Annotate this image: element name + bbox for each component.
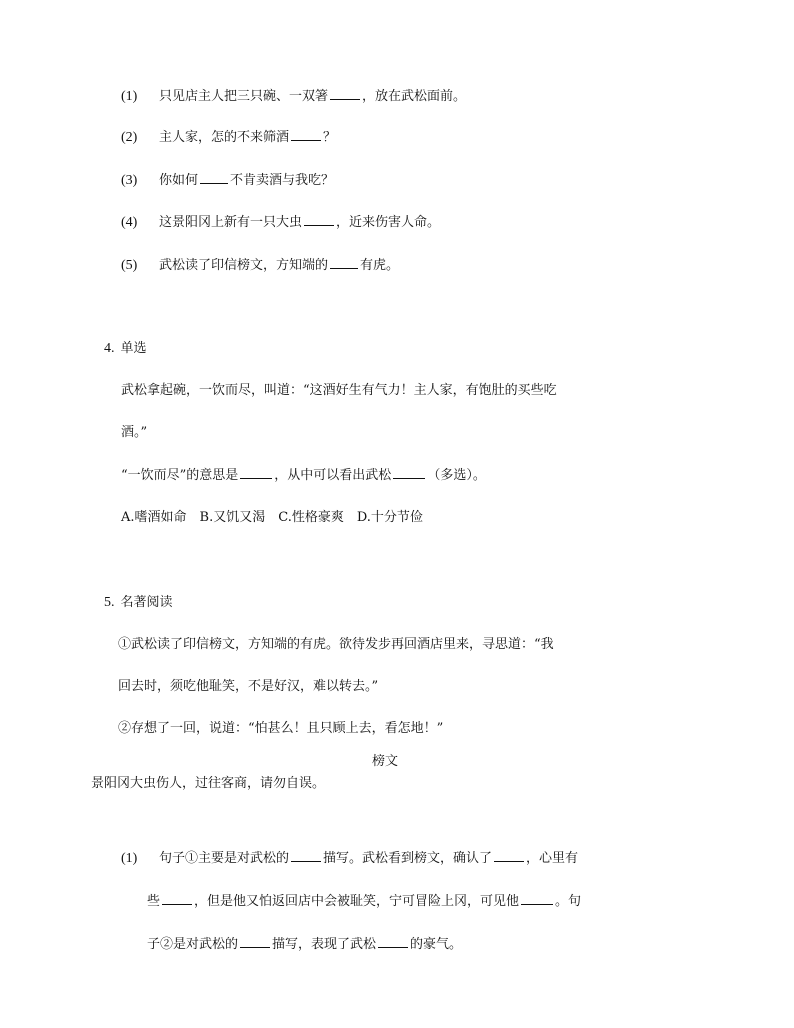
question-title: 单选 — [120, 341, 147, 356]
answer-blank[interactable] — [162, 903, 192, 905]
answer-blank[interactable] — [330, 98, 360, 100]
q5-sub1-line-2: 些 ，但是他又怕返回店中会被耻笑，宁可冒险上冈，可见他 。句 — [147, 894, 582, 909]
question-number: 5. — [104, 595, 115, 610]
question-5-heading — [104, 594, 173, 612]
answer-blank[interactable] — [291, 860, 321, 862]
answer-blank[interactable] — [304, 224, 334, 226]
notice-title: 榜文 — [372, 754, 399, 769]
q5-passage-2: ②存想了一回，说道：“怕甚么！且只顾上去，看怎地！” — [118, 721, 444, 736]
answer-blank[interactable] — [240, 946, 270, 948]
item-number: (3) — [121, 173, 138, 188]
item-number: (5) — [121, 258, 138, 273]
item-number: (1) — [121, 89, 138, 104]
notice-text: 景阳冈大虫伤人，过往客商，请勿自误。 — [91, 776, 326, 791]
q5-passage-1-line-1: ①武松读了印信榜文，方知端的有虎。欲待发步再回酒店里来，寻思道：“我 — [118, 637, 554, 652]
answer-blank[interactable] — [240, 477, 272, 479]
item-number: (4) — [121, 215, 138, 230]
question-title: 名著阅读 — [120, 595, 173, 610]
q4-passage-line-1: 武松拿起碗，一饮而尽，叫道：“这酒好生有气力！主人家，有饱肚的买些吃 — [121, 383, 557, 398]
q5-sub1-line-3: 子②是对武松的 描写，表现了武松 的豪气。 — [147, 937, 463, 952]
answer-blank[interactable] — [330, 267, 358, 269]
item-number: (1) — [121, 851, 138, 866]
q4-prompt: “一饮而尽”的意思是 ，从中可以看出武松 （多选）。 — [121, 468, 486, 483]
question-number: 4. — [104, 341, 115, 356]
fill-item-1: (1) 只见店主人把三只碗、一双箸 ，放在武松面前。 — [121, 89, 467, 104]
fill-item-4: (4) 这景阳冈上新有一只大虫 ，近来伤害人命。 — [121, 215, 441, 230]
answer-blank[interactable] — [200, 182, 228, 184]
question-4-heading — [104, 340, 147, 358]
fill-item-2: (2) 主人家，怎的不来筛酒 ？ — [121, 130, 337, 145]
q5-sub1-line-1: (1) 句子①主要是对武松的 描写。武松看到榜文，确认了 ，心里有 — [121, 851, 579, 866]
answer-blank[interactable] — [494, 860, 524, 862]
q4-passage-line-2: 酒。” — [121, 425, 148, 440]
fill-item-3: (3) 你如何 不肯卖酒与我吃？ — [121, 173, 335, 188]
answer-blank[interactable] — [291, 139, 321, 141]
item-number: (2) — [121, 130, 138, 145]
fill-item-5: (5) 武松读了印信榜文，方知端的 有虎。 — [121, 258, 400, 273]
answer-blank[interactable] — [393, 477, 425, 479]
answer-blank[interactable] — [378, 946, 408, 948]
q4-options[interactable]: A.嗜酒如命 B.又饥又渴 C.性格豪爽 D.十分节俭 — [121, 510, 423, 525]
q5-passage-1-line-2: 回去时，须吃他耻笑，不是好汉，难以转去。” — [118, 679, 379, 694]
answer-blank[interactable] — [521, 903, 553, 905]
